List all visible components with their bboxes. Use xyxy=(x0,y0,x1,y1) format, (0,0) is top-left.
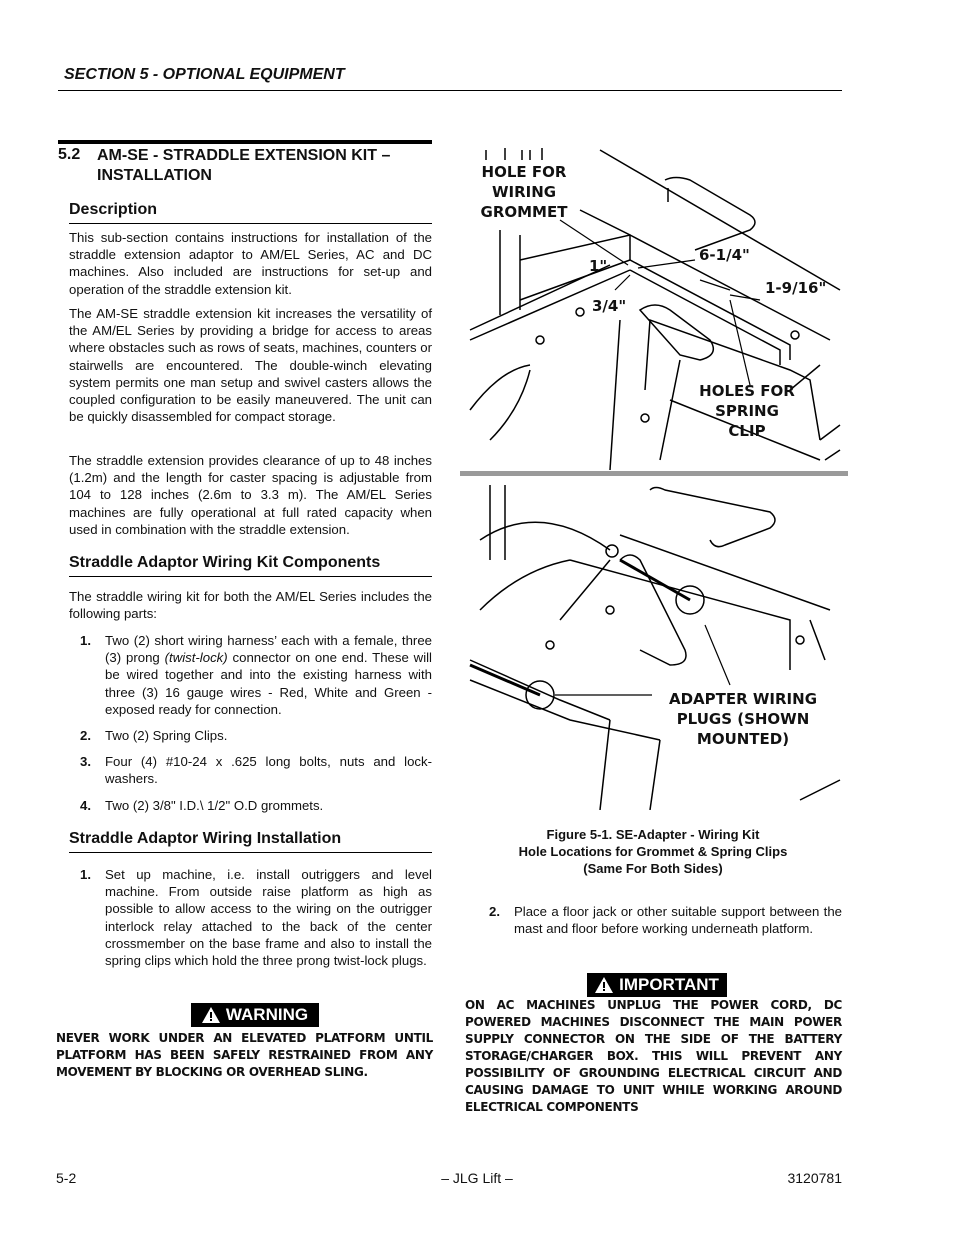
warning-icon xyxy=(595,977,613,993)
callout-dim-1-9-16: 1-9/16" xyxy=(765,279,827,297)
installation-heading: Straddle Adaptor Wiring Installation xyxy=(69,830,342,847)
figure-caption-line: (Same For Both Sides) xyxy=(583,861,723,876)
list-text: Set up machine, i.e. install outriggers and level machine. From outside raise platform as high as possible to allow access to the wiring on the outrigger interlock relay attached to the back of the center crossmember on the base frame and also to install the spring clips which hold the three prong twist-lock plugs. xyxy=(105,867,432,969)
installation-rule xyxy=(69,852,432,853)
important-label: IMPORTANT xyxy=(619,975,719,994)
description-paragraph-2: The AM-SE straddle extension kit increases the versatility of the AM/EL Series by providing a bridge for access to areas where obstacles such as rows of seats, machines, counters or stairwells are encountered. The double-winch elevating system permits one man setup and swivel casters allows the coupled configuration to be easily maneuvered. The unit can be quickly disassembled for compact storage. xyxy=(69,306,432,425)
list-item xyxy=(80,866,432,991)
list-text xyxy=(105,632,432,718)
description-rule xyxy=(69,223,432,224)
warning-banner xyxy=(191,1003,319,1027)
section-rule xyxy=(58,140,432,144)
callout-dim-1in: 1" xyxy=(589,257,608,275)
description-heading: Description xyxy=(69,201,158,218)
components-intro: The straddle wiring kit for both the AM/EL Series includes the following parts: xyxy=(69,589,432,622)
list-number: 4. xyxy=(80,798,91,813)
description-paragraph-3: The straddle extension provides clearance of up to 48 inches (1.2m) and the length for caster spacing is adjustable from 104 to 128 inches (2.6m to 3.3 m). The AM/EL Series machines are fully operational at full rated capacity when used in combination with the straddle extension. xyxy=(69,453,432,537)
figure-caption-line: Figure 5-1. SE-Adapter - Wiring Kit xyxy=(546,827,760,842)
list-number: 1. xyxy=(80,633,91,648)
list-text-part: Two (2) short wiring harness’ each with a female, three (3) prong xyxy=(105,633,432,666)
footer-center: – JLG Lift – xyxy=(441,1170,513,1186)
callout-grommet: HOLE FOR WIRING GROMMET xyxy=(480,163,568,221)
figure-caption xyxy=(470,826,836,877)
warning-label: WARNING xyxy=(225,1005,309,1024)
section-header: SECTION 5 - OPTIONAL EQUIPMENT xyxy=(64,66,345,83)
footer-doc-number: 3120781 xyxy=(787,1170,842,1186)
list-item xyxy=(80,632,432,722)
list-number: 2. xyxy=(489,904,500,919)
footer-page-number: 5-2 xyxy=(56,1170,77,1186)
list-item xyxy=(80,753,432,789)
components-heading: Straddle Adaptor Wiring Kit Components xyxy=(69,554,381,571)
list-text-italic: (twist-lock) xyxy=(164,650,228,666)
section-number: 5.2 xyxy=(58,146,81,163)
figure-caption-line: Hole Locations for Grommet & Spring Clips xyxy=(518,844,788,859)
section-title: AM-SE - STRADDLE EXTENSION KIT – INSTALLATION xyxy=(97,147,391,184)
list-item xyxy=(489,903,842,958)
list-item xyxy=(80,797,432,817)
list-text: Place a floor jack or other suitable support between the mast and floor before working underneath platform. xyxy=(514,904,842,937)
list-item xyxy=(80,727,432,747)
list-number: 1. xyxy=(80,867,91,882)
important-text: ON AC MACHINES UNPLUG THE POWER CORD, DC POWERED MACHINES DISCONNECT THE MAIN POWER SUPPLY CONNECTOR ON THE SIDE OF THE BATTERY STORAGE/CHARGER BOX. THIS WILL PREVENT ANY POSSIBILITY OF GROUNDING ELECTRICAL CIRCUIT AND CAUSING DAMAGE TO UNIT WHILE WORKING AROUND ELECTRICAL COMPONENTS xyxy=(465,998,842,1114)
list-number: 3. xyxy=(80,754,91,769)
description-paragraph-1: This sub-section contains instructions for installation of the straddle extension adaptor to AM/EL Series, AC and DC machines. Also included are instructions for set-up and operation of the straddle extension kit. xyxy=(69,230,432,297)
callout-dim-6-1-4: 6-1/4" xyxy=(699,246,750,264)
header-rule xyxy=(58,90,842,91)
list-text: Two (2) Spring Clips. xyxy=(105,728,228,743)
warning-text: NEVER WORK UNDER AN ELEVATED PLATFORM UNTIL PLATFORM HAS BEEN SAFELY RESTRAINED FROM ANY MOVEMENT BY BLOCKING OR OVERHEAD SLING. xyxy=(56,1031,433,1079)
list-text-part: connector on one end. These will be wired together and into the existing harness with three (3) 16 gauge wires - Red, White and Green - exposed ready for connection. xyxy=(105,650,432,717)
list-text: Four (4) #10-24 x .625 long bolts, nuts and lock-washers. xyxy=(105,754,432,787)
important-banner xyxy=(587,973,727,997)
warning-icon xyxy=(202,1007,220,1023)
list-number: 2. xyxy=(80,728,91,743)
list-text: Two (2) 3/8" I.D.\ 1/2" O.D grommets. xyxy=(105,798,324,813)
callout-plugs: ADAPTER WIRING PLUGS (SHOWN MOUNTED) xyxy=(668,690,818,748)
components-rule xyxy=(69,576,432,577)
callout-dim-3-4: 3/4" xyxy=(592,297,627,315)
callout-spring-clip: HOLES FOR SPRING CLIP xyxy=(699,382,795,440)
